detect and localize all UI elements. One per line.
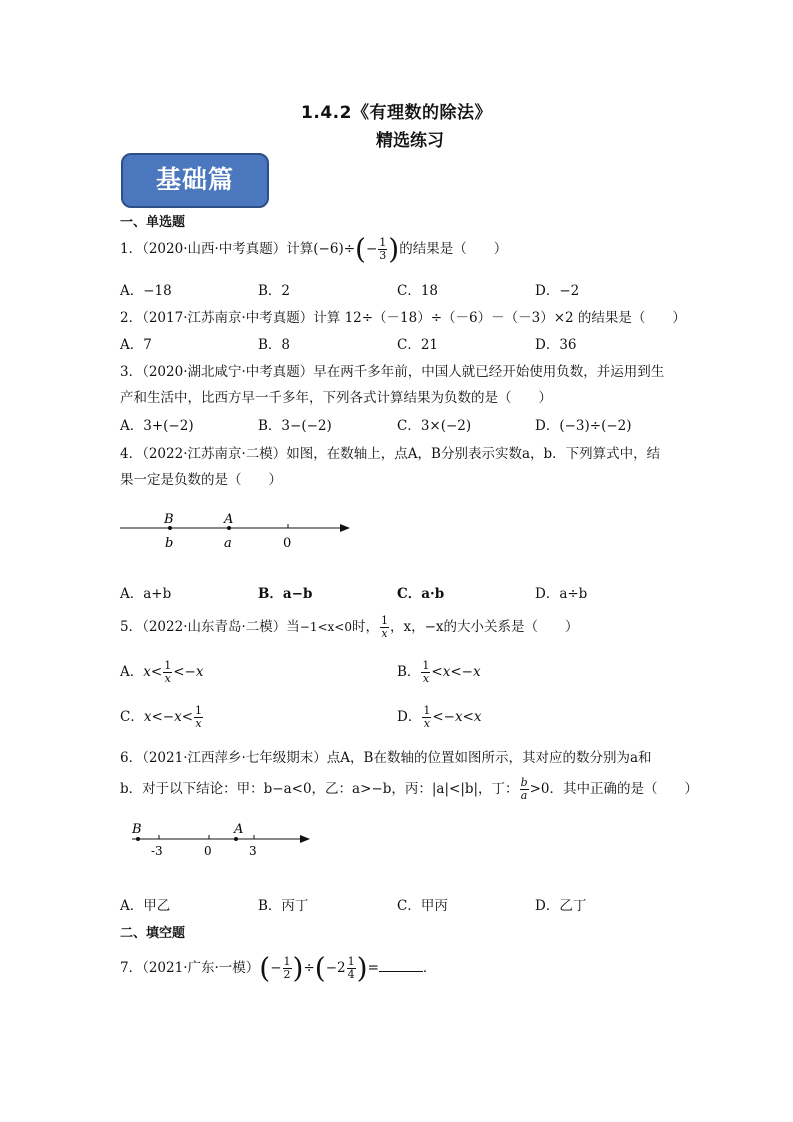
q5-option-a: A．x< $\frac{1}{x}$ <−x bbox=[120, 659, 204, 685]
q5-condition: −1<x<0 bbox=[299, 620, 352, 634]
question-6-line-2 bbox=[120, 772, 698, 806]
section-fill-blank: 二、填空题 bbox=[120, 926, 186, 941]
level-badge bbox=[121, 153, 269, 208]
question-5 bbox=[120, 610, 579, 644]
question-4-line-1: 4．（2022·江苏南京·二模）如图，在数轴上，点A，B分别表示实数a，b．下列算式中，结 bbox=[120, 446, 661, 462]
q6-option-a: A．甲乙 bbox=[120, 898, 171, 914]
q5-option-d: D． $\frac{1}{x}$ <−x<x bbox=[397, 704, 482, 730]
q1-expr: (−6)÷ bbox=[313, 241, 356, 257]
q5-prefix: 5．（2022·山东青岛·二模）当 bbox=[120, 619, 300, 635]
q4-number-line bbox=[118, 506, 358, 554]
q1-fraction: $\frac{1}{3}$ bbox=[379, 236, 387, 262]
q6-label-zero: 0 bbox=[204, 844, 212, 858]
level-badge-label: 基础篇 bbox=[155, 165, 234, 194]
q6-option-d: D．乙丁 bbox=[535, 898, 587, 914]
q4-label-B: B bbox=[164, 512, 174, 527]
q5-mid: 时， bbox=[351, 619, 379, 635]
q4-option-c: C．a·b bbox=[397, 586, 445, 602]
q6-option-c: C．甲丙 bbox=[397, 898, 448, 914]
q5-option-b: B． $\frac{1}{x}$ <x<−x bbox=[397, 659, 481, 685]
q7-prefix: 7．（2021·广东·一模） bbox=[120, 960, 260, 976]
q5-fraction: $\frac{1}{x}$ bbox=[380, 614, 388, 640]
question-2: 2．（2017·江苏南京·中考真题）计算 12÷（－18）÷（－6）－（－3）×2 的结果是（ ） bbox=[120, 310, 686, 326]
q4-label-zero: 0 bbox=[283, 536, 292, 551]
question-4-line-2: 果一定是负数的是（ ） bbox=[120, 472, 282, 488]
q1-prefix: 1．（2020·山西·中考真题）计算 bbox=[120, 241, 314, 257]
q2-option-c: C．21 bbox=[397, 337, 439, 353]
question-3-line-2: 产和生活中，比西方早一千多年，下列各式计算结果为负数的是（ ） bbox=[120, 390, 552, 406]
q3-option-b: B．3−(−2) bbox=[258, 418, 332, 434]
q2-option-b: B．8 bbox=[258, 337, 291, 353]
section-single-choice: 一、单选题 bbox=[120, 215, 186, 230]
q4-option-d: D．a÷b bbox=[535, 586, 588, 602]
q2-option-a: A．7 bbox=[120, 337, 152, 353]
q3-option-d: D．(−3)÷(−2) bbox=[535, 418, 632, 434]
q6-fraction: $\frac{b}{a}$ bbox=[520, 776, 528, 802]
q1-option-d: D．−2 bbox=[535, 283, 580, 299]
question-1: 1．（2020·山西·中考真题）计算(−6)÷(− $\frac{1}{3}$ )的结果是（ ） bbox=[120, 232, 508, 266]
q6-option-b: B．丙丁 bbox=[258, 898, 309, 914]
q6-label-minus3: -3 bbox=[151, 844, 163, 858]
q4-option-a: A．a+b bbox=[120, 586, 172, 602]
q1-option-c: C．18 bbox=[397, 283, 439, 299]
q6-label-B: B bbox=[132, 822, 142, 837]
q5-tail: ，x，−x的大小关系是（ ） bbox=[389, 619, 579, 635]
page-title: 1.4.2《有理数的除法》 bbox=[301, 103, 492, 123]
q4-label-b: b bbox=[165, 536, 174, 551]
q5-option-c: C．x<−x< $\frac{1}{x}$ bbox=[120, 704, 203, 730]
q1-option-a: A．−18 bbox=[120, 283, 172, 299]
question-6-line-1: 6．（2021·江西萍乡·七年级期末）点A，B在数轴的位置如图所示，其对应的数分别为a和 bbox=[120, 750, 652, 766]
question-3-line-1: 3．（2020·湖北咸宁·中考真题）早在两千多年前，中国人就已经开始使用负数，并运用到生 bbox=[120, 364, 665, 380]
q6-label-three: 3 bbox=[249, 844, 257, 858]
q1-suffix: 的结果是（ ） bbox=[399, 241, 508, 257]
q4-label-A: A bbox=[224, 512, 234, 527]
q6-line2-post: >0．其中正确的是（ ） bbox=[529, 781, 699, 797]
q7-answer-blank[interactable] bbox=[379, 959, 423, 972]
question-7: 7．（2021·广东·一模）(− $\frac{1}{2}$ )÷(−2 $\frac{1}{4}$ )= ． bbox=[120, 951, 437, 985]
q7-suffix: ． bbox=[422, 960, 437, 976]
q6-line2-pre: b．对于以下结论：甲：b−a<0，乙：a>−b，丙：|a|<|b|，丁： bbox=[120, 781, 519, 797]
q2-option-d: D．36 bbox=[535, 337, 577, 353]
q4-option-b: B．a−b bbox=[258, 586, 313, 602]
q6-number-line bbox=[128, 818, 318, 860]
q6-label-A: A bbox=[234, 822, 244, 837]
q3-option-a: A．3+(−2) bbox=[120, 418, 194, 434]
q1-option-b: B．2 bbox=[258, 283, 291, 299]
q3-option-c: C．3×(−2) bbox=[397, 418, 472, 434]
q4-label-a: a bbox=[224, 536, 232, 551]
page-subtitle: 精选练习 bbox=[376, 131, 444, 151]
